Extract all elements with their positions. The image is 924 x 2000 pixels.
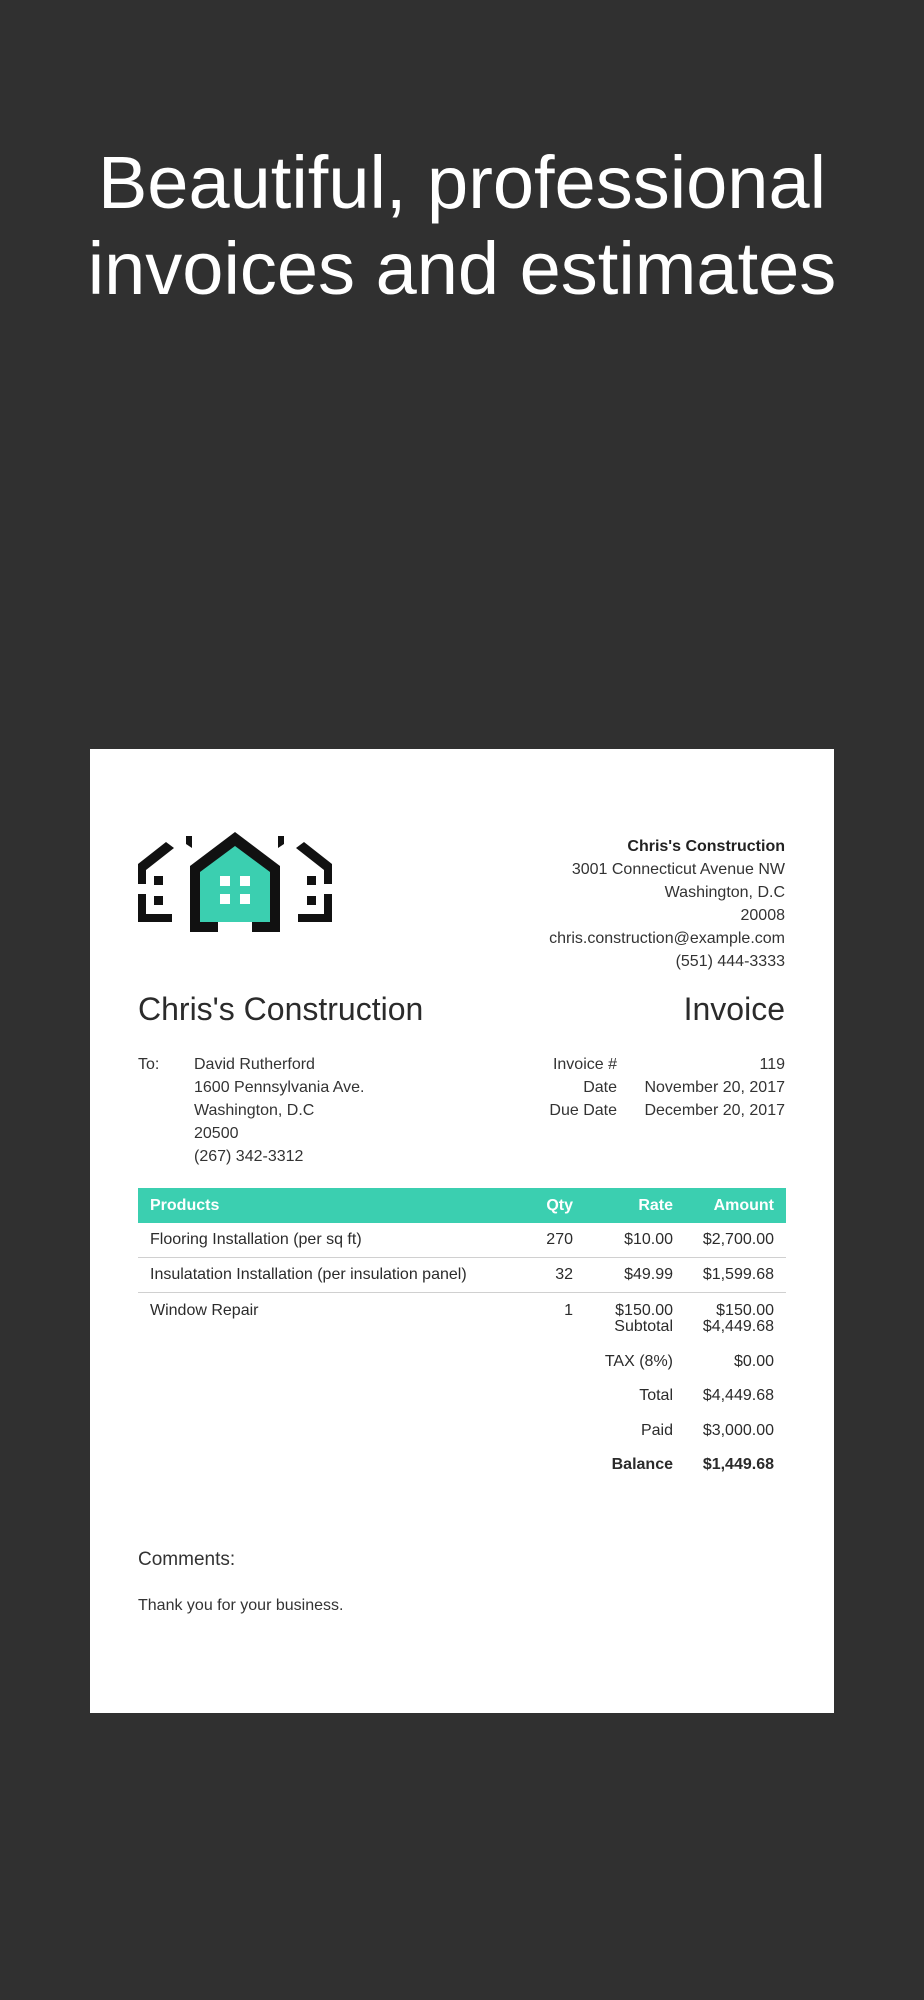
invoice-date-label: Date bbox=[583, 1079, 617, 1096]
row-product: Insulatation Installation (per insulation panel) bbox=[150, 1266, 467, 1283]
row-rate: $10.00 bbox=[624, 1231, 673, 1248]
invoice-number-value: 119 bbox=[759, 1056, 785, 1073]
row-rate: $49.99 bbox=[624, 1266, 673, 1283]
subtotal-row bbox=[138, 1310, 786, 1345]
tax-value: $0.00 bbox=[733, 1352, 774, 1370]
header-amount: Amount bbox=[713, 1196, 774, 1214]
recipient-phone: (267) 342-3312 bbox=[194, 1148, 304, 1165]
recipient-label: To: bbox=[138, 1056, 160, 1073]
row-product: Flooring Installation (per sq ft) bbox=[150, 1231, 362, 1248]
row-qty: 1 bbox=[564, 1301, 573, 1319]
header-qty: Qty bbox=[546, 1196, 573, 1214]
invoice-number-row bbox=[507, 1053, 785, 1076]
invoice-date-value: November 20, 2017 bbox=[644, 1079, 785, 1096]
invoice-date-row bbox=[507, 1076, 785, 1099]
company-address-block bbox=[549, 835, 785, 973]
company-city: Washington, D.C bbox=[664, 884, 785, 901]
invoice-due-label: Due Date bbox=[549, 1102, 617, 1119]
invoice-document bbox=[90, 749, 834, 1713]
invoice-due-value: December 20, 2017 bbox=[644, 1102, 785, 1119]
promo-headline bbox=[0, 140, 924, 312]
paid-row bbox=[138, 1414, 786, 1449]
recipient-address: 1600 Pennsylvania Ave. bbox=[194, 1079, 365, 1096]
table-row bbox=[138, 1258, 786, 1293]
paid-value: $3,000.00 bbox=[702, 1421, 774, 1439]
balance-row bbox=[138, 1448, 786, 1483]
recipient-zip: 20500 bbox=[194, 1125, 239, 1142]
row-amount: $2,700.00 bbox=[702, 1231, 774, 1248]
table-header-row bbox=[138, 1188, 786, 1223]
balance-value: $1,449.68 bbox=[702, 1456, 774, 1474]
company-email: chris.construction@example.com bbox=[549, 930, 785, 947]
total-row bbox=[138, 1379, 786, 1414]
paid-label: Paid bbox=[640, 1421, 673, 1439]
tax-label: TAX (8%) bbox=[604, 1352, 673, 1370]
header-products: Products bbox=[150, 1196, 220, 1214]
recipient-details bbox=[194, 1053, 365, 1168]
headline-line-2: invoices and estimates bbox=[87, 227, 837, 310]
row-amount: $1,599.68 bbox=[702, 1266, 774, 1283]
row-amount: $150.00 bbox=[716, 1301, 774, 1319]
row-qty: 270 bbox=[546, 1231, 573, 1248]
invoice-number-label: Invoice # bbox=[552, 1056, 617, 1073]
headline-line-1: Beautiful, professional bbox=[97, 141, 827, 224]
company-address: 3001 Connecticut Avenue NW bbox=[571, 861, 785, 878]
subtotal-label: Subtotal bbox=[614, 1318, 673, 1336]
row-rate: $150.00 bbox=[615, 1301, 673, 1319]
total-value: $4,449.68 bbox=[702, 1387, 774, 1405]
invoice-meta-block bbox=[507, 1053, 785, 1122]
table-row bbox=[138, 1223, 786, 1258]
recipient-block bbox=[138, 1053, 365, 1168]
company-zip: 20008 bbox=[740, 907, 785, 924]
header-rate: Rate bbox=[638, 1196, 673, 1214]
balance-label: Balance bbox=[611, 1456, 673, 1474]
comments-text: Thank you for your business. bbox=[138, 1597, 344, 1614]
comments-label: Comments: bbox=[138, 1549, 236, 1570]
total-label: Total bbox=[639, 1387, 673, 1405]
line-items-table bbox=[138, 1188, 786, 1328]
recipient-city: Washington, D.C bbox=[194, 1102, 315, 1119]
totals-block bbox=[138, 1310, 786, 1483]
document-type-title: Invoice bbox=[683, 991, 785, 1027]
company-name: Chris's Construction bbox=[627, 838, 785, 855]
document-company-name: Chris's Construction bbox=[138, 991, 424, 1027]
invoice-due-row bbox=[507, 1099, 785, 1122]
recipient-name: David Rutherford bbox=[194, 1056, 315, 1073]
row-qty: 32 bbox=[555, 1266, 573, 1283]
company-phone: (551) 444-3333 bbox=[675, 953, 785, 970]
subtotal-value: $4,449.68 bbox=[702, 1318, 774, 1336]
row-product: Window Repair bbox=[150, 1301, 259, 1319]
tax-row bbox=[138, 1345, 786, 1380]
houses-logo-icon bbox=[138, 832, 332, 932]
